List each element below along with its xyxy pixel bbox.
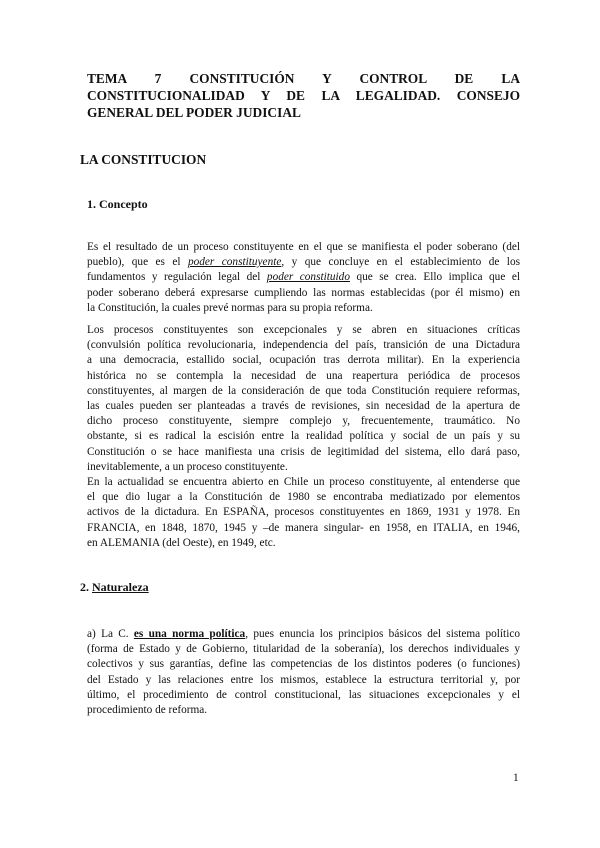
text-line: Los procesos constituyentes son excepcionales y se abren en situaciones críticas (87, 324, 520, 336)
text-line: del Estado y las relaciones entre los mismos, establece la estructura territorial y, por (87, 673, 520, 686)
text-line: En la actualidad se encuentra abierto en Chile un proceso constituyente, al entenderse que (87, 476, 520, 488)
subheading-naturaleza: 2. Naturaleza (80, 580, 149, 594)
text-line: colectivos y sus garantías, define las competencias de los distintos poderes (o funciones) (87, 658, 520, 671)
paragraph-concepto (87, 240, 520, 316)
title-line: TEMA 7 CONSTITUCIÓN Y CONTROL DE LA (87, 71, 520, 86)
paragraph-naturaleza (87, 627, 520, 718)
page-number: 1 (513, 772, 519, 784)
title-line: GENERAL DEL PODER JUDICIAL (87, 105, 301, 120)
text-line: último, el procedimiento de control constitucional, las situaciones excepcionales y el (87, 688, 520, 701)
text-line: fundamentos y regulación legal del poder constituido que se crea. Ello implica que el (87, 271, 520, 284)
text-line: procedimiento de reforma. (87, 704, 208, 717)
text-line: (forma de Estado y de Gobierno, titularidad de la soberanía), los derechos individuales y (87, 643, 520, 656)
text-line: histórica no se contempla la necesidad de una reapertura periódica de procesos (87, 369, 520, 382)
text-line: Constitución o se hace manifiesta una crisis de legitimidad del sistema, ello dará paso, (87, 445, 520, 458)
text-line: constituyentes, al margen de la consideración de que toda Constitución requiere reformas, (87, 384, 520, 397)
section-heading: LA CONSTITUCION (80, 152, 207, 167)
emphasis-poder-constituido: poder constituido (266, 271, 350, 284)
title-line: CONSTITUCIONALIDAD Y DE LA LEGALIDAD. CONSEJO (87, 88, 520, 103)
text-line: a una democracia, estallido social, ocupación tras derrota militar). En la experiencia (87, 354, 520, 367)
text-line: dicho proceso constituyente, siempre complejo y, frecuentemente, traumático. No (87, 415, 520, 428)
text-line: FRANCIA, en 1848, 1870, 1945 y –de manera singular- en 1958, en ITALIA, en 1946, (87, 521, 520, 534)
text-line: las cuales pueden ser planteadas a través de revisiones, sin necesidad de la apertura de (87, 400, 520, 413)
text-line: la Constitución, la cuales prevé normas para su propia reforma. (87, 301, 373, 314)
text-line: a) La C. es una norma política, pues enuncia los principios básicos del sistema político (87, 628, 520, 640)
paragraph-actualidad (87, 475, 520, 551)
emphasis-norma-politica: es una norma política (133, 628, 246, 640)
text-line: (convulsión política revolucionaria, independencia del país, transición de una Dictadura (87, 339, 520, 352)
text-line: poder soberano deberá expresarse cumpliendo las normas establecidas (por él mismo) en (87, 286, 520, 299)
text-line: pueblo), que es el poder constituyente, y que concluye en el establecimiento de los (87, 256, 520, 269)
text-line: obstante, si es radical la escisión entre la realidad política y social de un país y su (87, 430, 520, 443)
text-line: activos de la dictadura. En ESPAÑA, procesos constituyentes en 1869, 1931 y 1978. En (87, 506, 520, 519)
text-line: en ALEMANIA (del Oeste), en 1949, etc. (87, 536, 276, 549)
paragraph-procesos (87, 323, 520, 475)
emphasis-poder-constituyente: poder constituyente (187, 256, 282, 269)
text-line: Es el resultado de un proceso constituyente en el que se manifiesta el poder soberano (del (87, 241, 520, 253)
document-title (87, 70, 520, 121)
text-line: inevitablemente, a un proceso constituyente. (87, 460, 288, 473)
text-line: el que dio lugar a la Constitución de 1980 se encontraba mediatizado por elementos (87, 491, 520, 504)
subheading-concepto: 1. Concepto (87, 197, 148, 211)
